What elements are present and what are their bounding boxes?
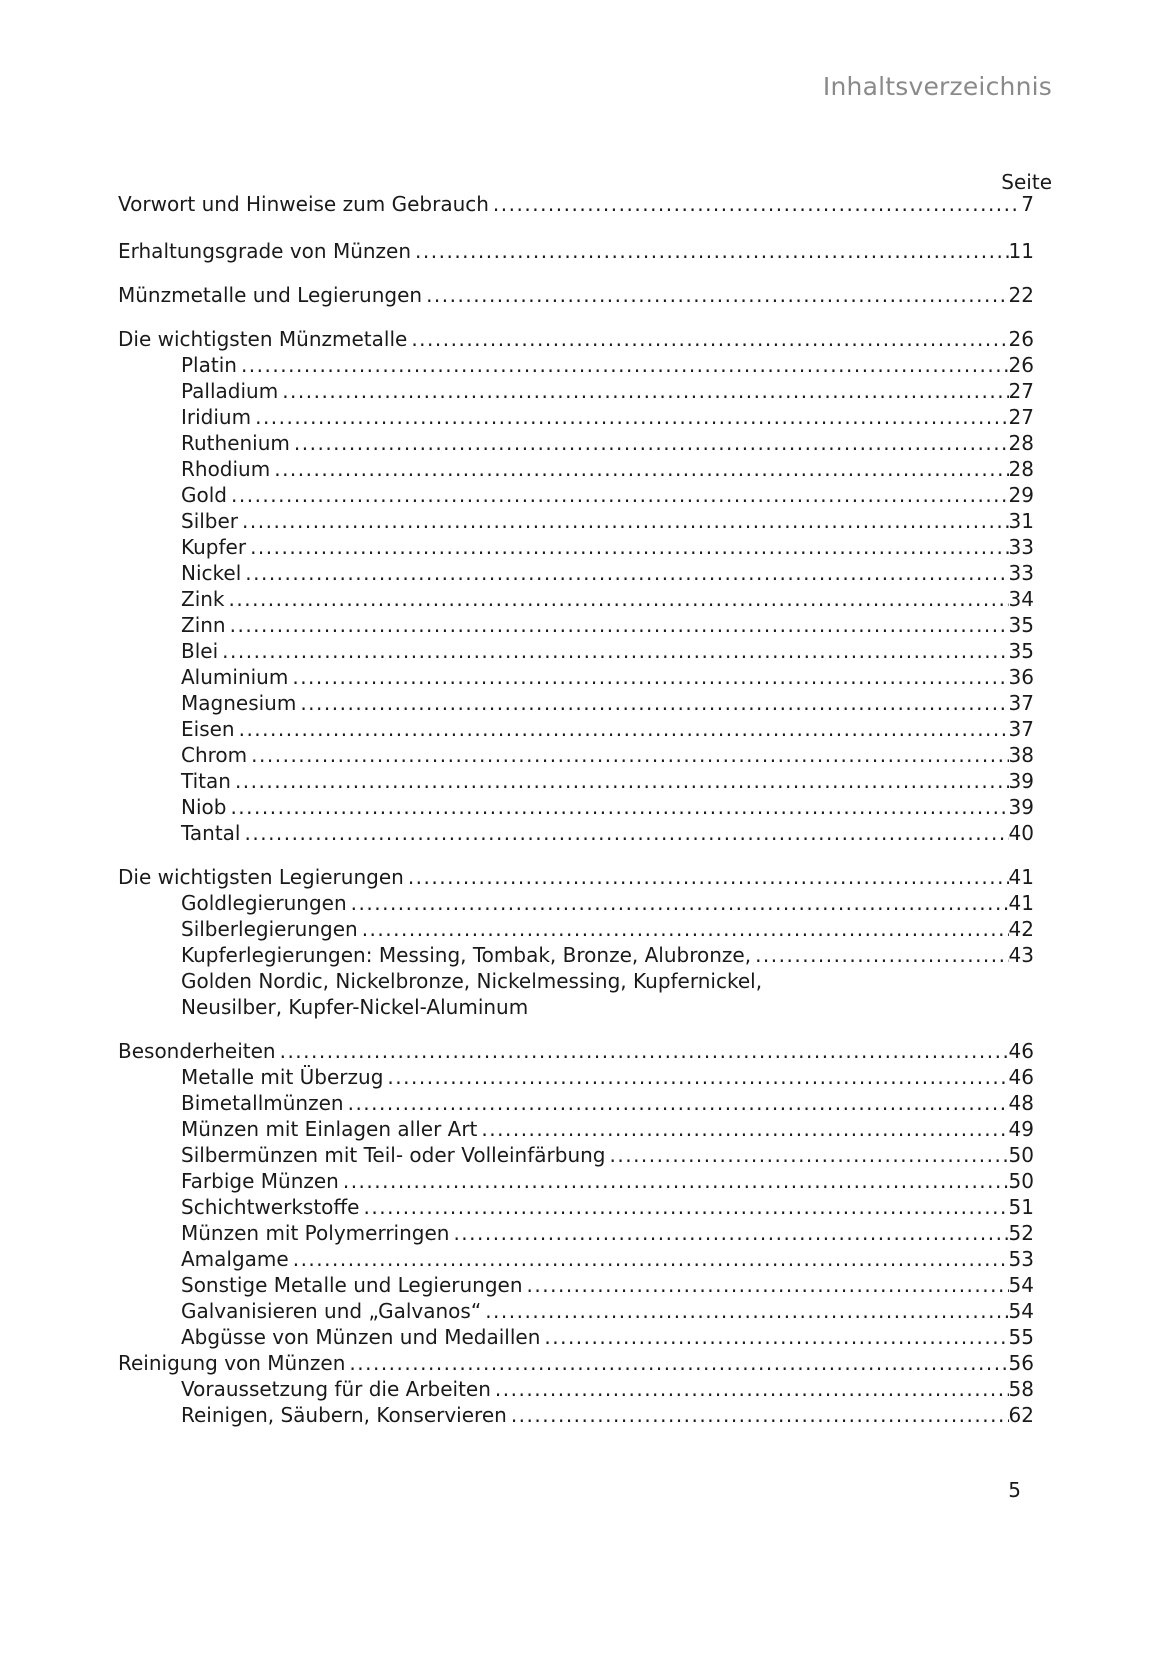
toc-entry-title: Aluminium [181,665,289,689]
toc-subentry [118,1298,1034,1324]
toc-entry-title: Goldlegierungen [181,891,347,915]
dot-leader [231,482,1009,508]
toc-subentry [118,456,1034,482]
toc-subentry [118,916,1034,942]
toc-entry-page: 42 [1008,917,1034,941]
toc-subentry [118,1168,1034,1194]
dot-leader [343,1168,1009,1194]
toc-subentry [118,1324,1034,1350]
toc-subentry [118,742,1034,768]
toc-subentry [118,1194,1034,1220]
toc-entry-page: 28 [1008,457,1034,481]
dot-leader [481,1116,1008,1142]
dot-leader [351,890,1009,916]
toc-entry-page: 50 [1008,1169,1034,1193]
table-of-contents [118,191,1034,1428]
toc-subentry [118,942,1034,968]
toc-entry-title: Erhaltungsgrade von Münzen [118,239,412,263]
toc-subentry [118,352,1034,378]
toc-entry-page: 38 [1008,743,1034,767]
dot-leader [364,1194,1009,1220]
dot-leader [274,456,1008,482]
toc-entry-title: Zinn [181,613,226,637]
toc-entry-title: Schichtwerkstoffe [181,1195,360,1219]
toc-entry [118,282,1034,308]
toc-entry-continuation: Golden Nordic, Nickelbronze, Nickelmessing, Kupfernickel, [181,969,763,993]
dot-leader [415,238,1009,264]
toc-subentry [118,716,1034,742]
dot-leader [242,508,1009,534]
dot-leader [245,820,1009,846]
toc-entry-title: Vorwort und Hinweise zum Gebrauch [118,192,489,216]
dot-leader [349,1350,1008,1376]
toc-entry-title: Gold [181,483,227,507]
dot-leader [292,664,1008,690]
toc-entry-title: Silber [181,509,239,533]
toc-entry-title: Amalgame [181,1247,289,1271]
toc-entry-page: 39 [1008,795,1034,819]
toc-entry-title: Nickel [181,561,242,585]
toc-entry-title: Silberlegierungen [181,917,358,941]
dot-leader [241,352,1009,378]
toc-entry-page: 27 [1008,379,1034,403]
toc-entry-title: Silbermünzen mit Teil- oder Volleinfärbung [181,1143,606,1167]
toc-entry-page: 40 [1008,821,1034,845]
toc-subentry [118,1402,1034,1428]
toc-entry [118,238,1034,264]
toc-entry-page: 33 [1008,561,1034,585]
dot-leader [493,191,1020,217]
toc-entry-page: 35 [1008,639,1034,663]
toc-entry-title: Münzmetalle und Legierungen [118,283,423,307]
toc-subentry [118,1272,1034,1298]
toc-entry-title: Magnesium [181,691,297,715]
toc-entry-page: 26 [1008,353,1034,377]
toc-entry [118,1350,1034,1376]
toc-entry-title: Niob [181,795,227,819]
toc-entry-page: 37 [1008,717,1034,741]
dot-leader [485,1298,1008,1324]
dot-leader [511,1402,1009,1428]
toc-subentry [118,1142,1034,1168]
dot-leader [610,1142,1009,1168]
toc-entry-title: Chrom [181,743,248,767]
toc-entry-page: 34 [1008,587,1034,611]
toc-entry [118,326,1034,352]
toc-entry-title: Zink [181,587,225,611]
toc-entry-page: 49 [1008,1117,1034,1141]
toc-entry-page: 29 [1008,483,1034,507]
dot-leader [348,1090,1009,1116]
toc-entry-title: Die wichtigsten Münzmetalle [118,327,408,351]
toc-subentry [118,1246,1034,1272]
toc-entry-title: Bimetallmünzen [181,1091,344,1115]
toc-subentry [118,1220,1034,1246]
toc-entry-continuation: Neusilber, Kupfer-Nickel-Aluminum [181,995,529,1019]
toc-entry-title: Kupfer [181,535,247,559]
toc-entry-page: 35 [1008,613,1034,637]
toc-entry-page: 43 [1008,943,1034,967]
toc-entry-title: Farbige Münzen [181,1169,339,1193]
toc-subentry [118,794,1034,820]
toc-subentry [118,586,1034,612]
dot-leader [453,1220,1008,1246]
toc-entry-title: Voraussetzung für die Arbeiten [181,1377,491,1401]
toc-entry-title: Tantal [181,821,241,845]
toc-subentry [118,1090,1034,1116]
toc-entry [118,191,1034,217]
toc-entry-title: Palladium [181,379,279,403]
toc-entry-page: 54 [1008,1273,1034,1297]
toc-entry-title: Reinigung von Münzen [118,1351,346,1375]
toc-entry-title: Rhodium [181,457,271,481]
toc-subentry [118,768,1034,794]
toc-entry-title: Platin [181,353,237,377]
dot-leader [255,404,1008,430]
toc-subentry [118,638,1034,664]
toc-entry [118,1038,1034,1064]
dot-leader [300,690,1008,716]
toc-entry-page: 55 [1008,1325,1034,1349]
toc-subentry [118,482,1034,508]
toc-subentry [118,1064,1034,1090]
toc-entry-page: 62 [1008,1403,1034,1427]
toc-entry-page: 48 [1008,1091,1034,1115]
toc-entry-title: Sonstige Metalle und Legierungen [181,1273,523,1297]
dot-leader [235,768,1009,794]
dot-leader [387,1064,1008,1090]
dot-leader [251,742,1008,768]
toc-entry-page: 46 [1008,1039,1034,1063]
toc-entry-page: 52 [1008,1221,1034,1245]
page-number: 5 [1008,1478,1021,1502]
dot-leader [426,282,1008,308]
toc-entry-page: 26 [1008,327,1034,351]
dot-leader [230,794,1008,820]
toc-subentry [118,612,1034,638]
toc-subentry [118,404,1034,430]
toc-entry-page: 22 [1008,283,1034,307]
toc-entry-page: 36 [1008,665,1034,689]
toc-entry-page: 50 [1008,1143,1034,1167]
toc-entry-page: 51 [1008,1195,1034,1219]
dot-leader [527,1272,1009,1298]
toc-entry-title: Ruthenium [181,431,290,455]
dot-leader [230,612,1009,638]
toc-entry-page: 54 [1008,1299,1034,1323]
dot-leader [293,1246,1009,1272]
toc-subentry [118,664,1034,690]
toc-entry-title: Blei [181,639,219,663]
dot-leader [408,864,1009,890]
toc-entry-page: 37 [1008,691,1034,715]
toc-entry-page: 27 [1008,405,1034,429]
dot-leader [239,716,1009,742]
toc-entry-page: 7 [1021,192,1034,216]
dot-leader [362,916,1009,942]
toc-entry-page: 46 [1008,1065,1034,1089]
toc-entry-title: Iridium [181,405,252,429]
toc-entry-page: 58 [1008,1377,1034,1401]
toc-entry-page: 41 [1008,865,1034,889]
page-column-label: Seite [1001,170,1052,194]
dot-leader [280,1038,1009,1064]
running-head: Inhaltsverzeichnis [822,72,1052,101]
toc-entry-title: Eisen [181,717,235,741]
toc-entry-page: 53 [1008,1247,1034,1271]
toc-subentry [118,508,1034,534]
toc-entry-page: 39 [1008,769,1034,793]
toc-entry-page: 33 [1008,535,1034,559]
toc-subentry [118,534,1034,560]
toc-entry-page: 41 [1008,891,1034,915]
toc-entry-title: Die wichtigsten Legierungen [118,865,404,889]
toc-entry-title: Metalle mit Überzug [181,1065,384,1089]
toc-entry [118,864,1034,890]
toc-entry-title: Reinigen, Säubern, Konservieren [181,1403,507,1427]
dot-leader [250,534,1008,560]
toc-subentry [118,890,1034,916]
toc-subentry [118,690,1034,716]
dot-leader [411,326,1008,352]
dot-leader [755,942,1008,968]
dot-leader [282,378,1008,404]
toc-subentry [118,430,1034,456]
toc-subentry [118,820,1034,846]
dot-leader [294,430,1009,456]
dot-leader [495,1376,1009,1402]
dot-leader [222,638,1008,664]
toc-entry-title: Münzen mit Einlagen aller Art [181,1117,478,1141]
toc-entry-page: 11 [1008,239,1034,263]
toc-entry-title: Münzen mit Polymerringen [181,1221,450,1245]
toc-entry-title: Kupferlegierungen: Messing, Tombak, Bronze, Alubronze, [181,943,752,967]
toc-entry-page: 28 [1008,431,1034,455]
toc-entry-title: Besonderheiten [118,1039,276,1063]
toc-subentry [118,1376,1034,1402]
dot-leader [245,560,1008,586]
dot-leader [229,586,1009,612]
toc-entry-page: 31 [1008,509,1034,533]
toc-subentry [118,560,1034,586]
toc-subentry [118,1116,1034,1142]
toc-entry-title: Galvanisieren und „Galvanos“ [181,1299,482,1323]
toc-subentry [118,378,1034,404]
toc-entry-title: Abgüsse von Münzen und Medaillen [181,1325,541,1349]
toc-entry-page: 56 [1008,1351,1034,1375]
toc-entry-title: Titan [181,769,231,793]
dot-leader [544,1324,1008,1350]
